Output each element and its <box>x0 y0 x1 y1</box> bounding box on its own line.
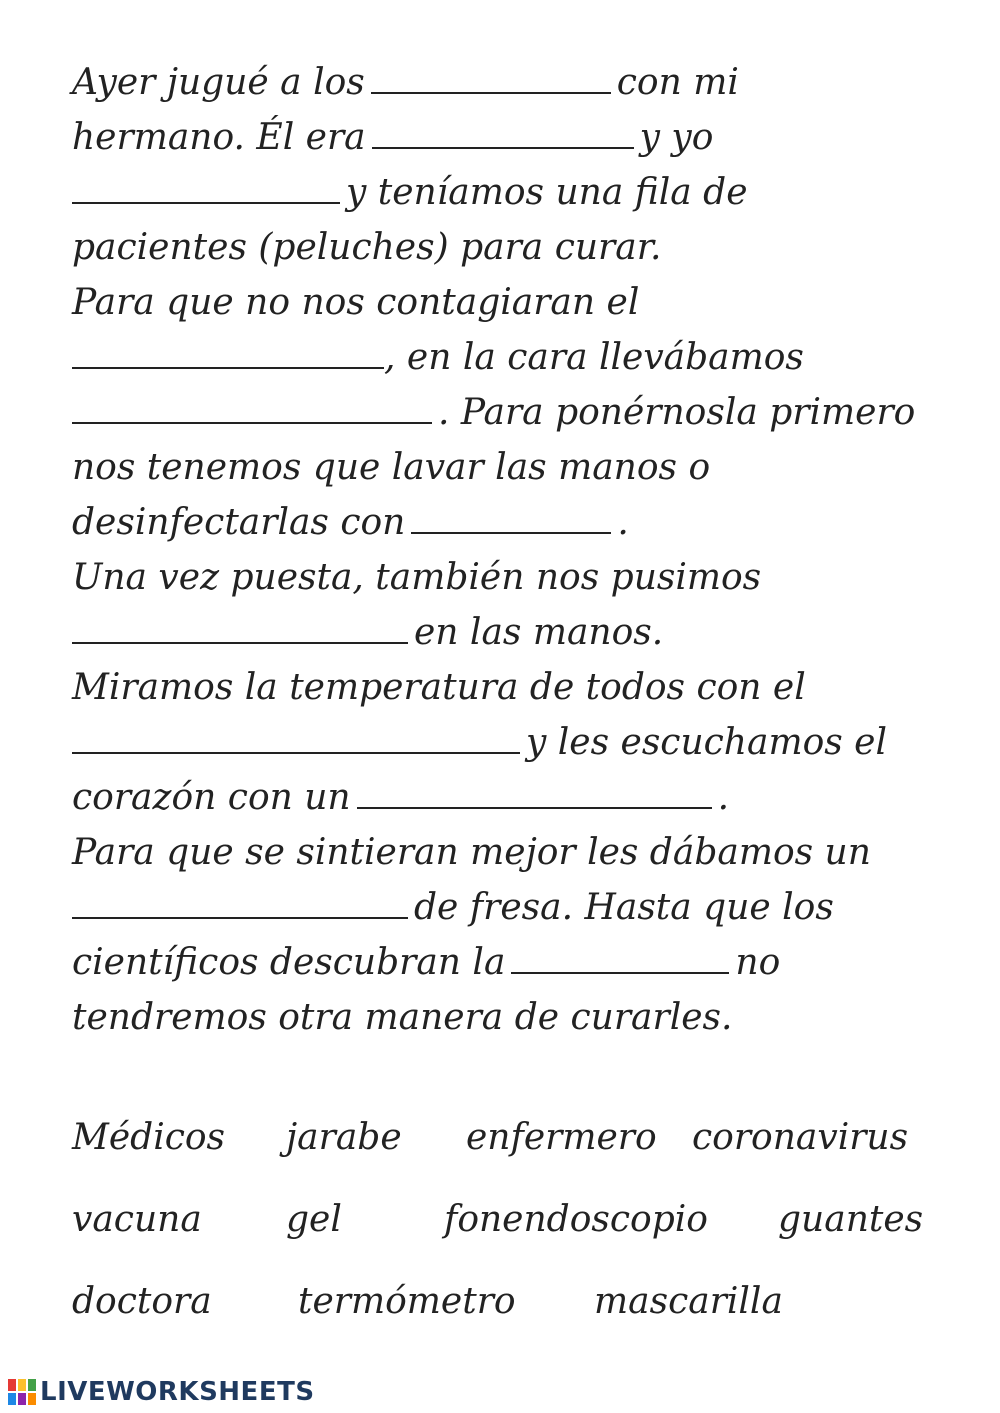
word-bank-item: jarabe <box>286 1117 402 1158</box>
answer-blank[interactable] <box>72 722 520 754</box>
story-line-13: y les escuchamos el <box>72 718 887 768</box>
story-line-5: Para que no nos contagiaran el <box>72 282 640 323</box>
answer-blank[interactable] <box>72 172 340 204</box>
story-line-2: hermano. Él era y yo <box>72 117 714 158</box>
story-line-17: científicos descubran la no <box>72 942 781 983</box>
brand-name: LIVEWORKSHEETS <box>40 1377 315 1407</box>
story-line-11: en las manos. <box>72 608 663 658</box>
story-line-8: nos tenemos que lavar las manos o <box>72 447 711 488</box>
answer-blank[interactable] <box>72 887 408 919</box>
answer-blank[interactable] <box>357 777 712 809</box>
story-line-15: Para que se sintieran mejor les dábamos un <box>72 832 871 873</box>
story-line-1: Ayer jugué a los con mi <box>72 62 739 103</box>
answer-blank[interactable] <box>511 942 729 974</box>
story-line-14: corazón con un . <box>72 777 730 818</box>
story-line-16: de fresa. Hasta que los <box>72 883 834 933</box>
story-line-18: tendremos otra manera de curarles. <box>72 997 733 1038</box>
word-bank-item: vacuna <box>72 1199 202 1240</box>
story-line-12: Miramos la temperatura de todos con el <box>72 667 806 708</box>
word-bank-item: fonendoscopio <box>444 1199 708 1240</box>
story-line-10: Una vez puesta, también nos pusimos <box>72 557 762 598</box>
story-line-9: desinfectarlas con . <box>72 502 629 543</box>
word-bank-item: Médicos <box>72 1117 226 1158</box>
answer-blank[interactable] <box>411 502 611 534</box>
word-bank-item: termómetro <box>298 1281 516 1322</box>
liveworksheets-logo-icon <box>8 1379 36 1405</box>
word-bank-item: coronavirus <box>692 1117 909 1158</box>
answer-blank[interactable] <box>72 337 384 369</box>
answer-blank[interactable] <box>72 392 432 424</box>
word-bank-item: mascarilla <box>594 1281 783 1322</box>
word-bank-item: gel <box>286 1199 342 1240</box>
answer-blank[interactable] <box>72 612 408 644</box>
liveworksheets-footer <box>8 1376 315 1408</box>
story-line-7: . Para ponérnosla primero <box>72 388 915 438</box>
story-line-4: pacientes (peluches) para curar. <box>72 227 662 268</box>
word-bank-item: guantes <box>778 1199 924 1240</box>
answer-blank[interactable] <box>372 117 634 149</box>
story-line-6: , en la cara llevábamos <box>72 333 804 383</box>
word-bank-item: doctora <box>72 1281 212 1322</box>
answer-blank[interactable] <box>371 62 611 94</box>
word-bank-item: enfermero <box>466 1117 657 1158</box>
story-line-3: y teníamos una fila de <box>72 168 748 218</box>
